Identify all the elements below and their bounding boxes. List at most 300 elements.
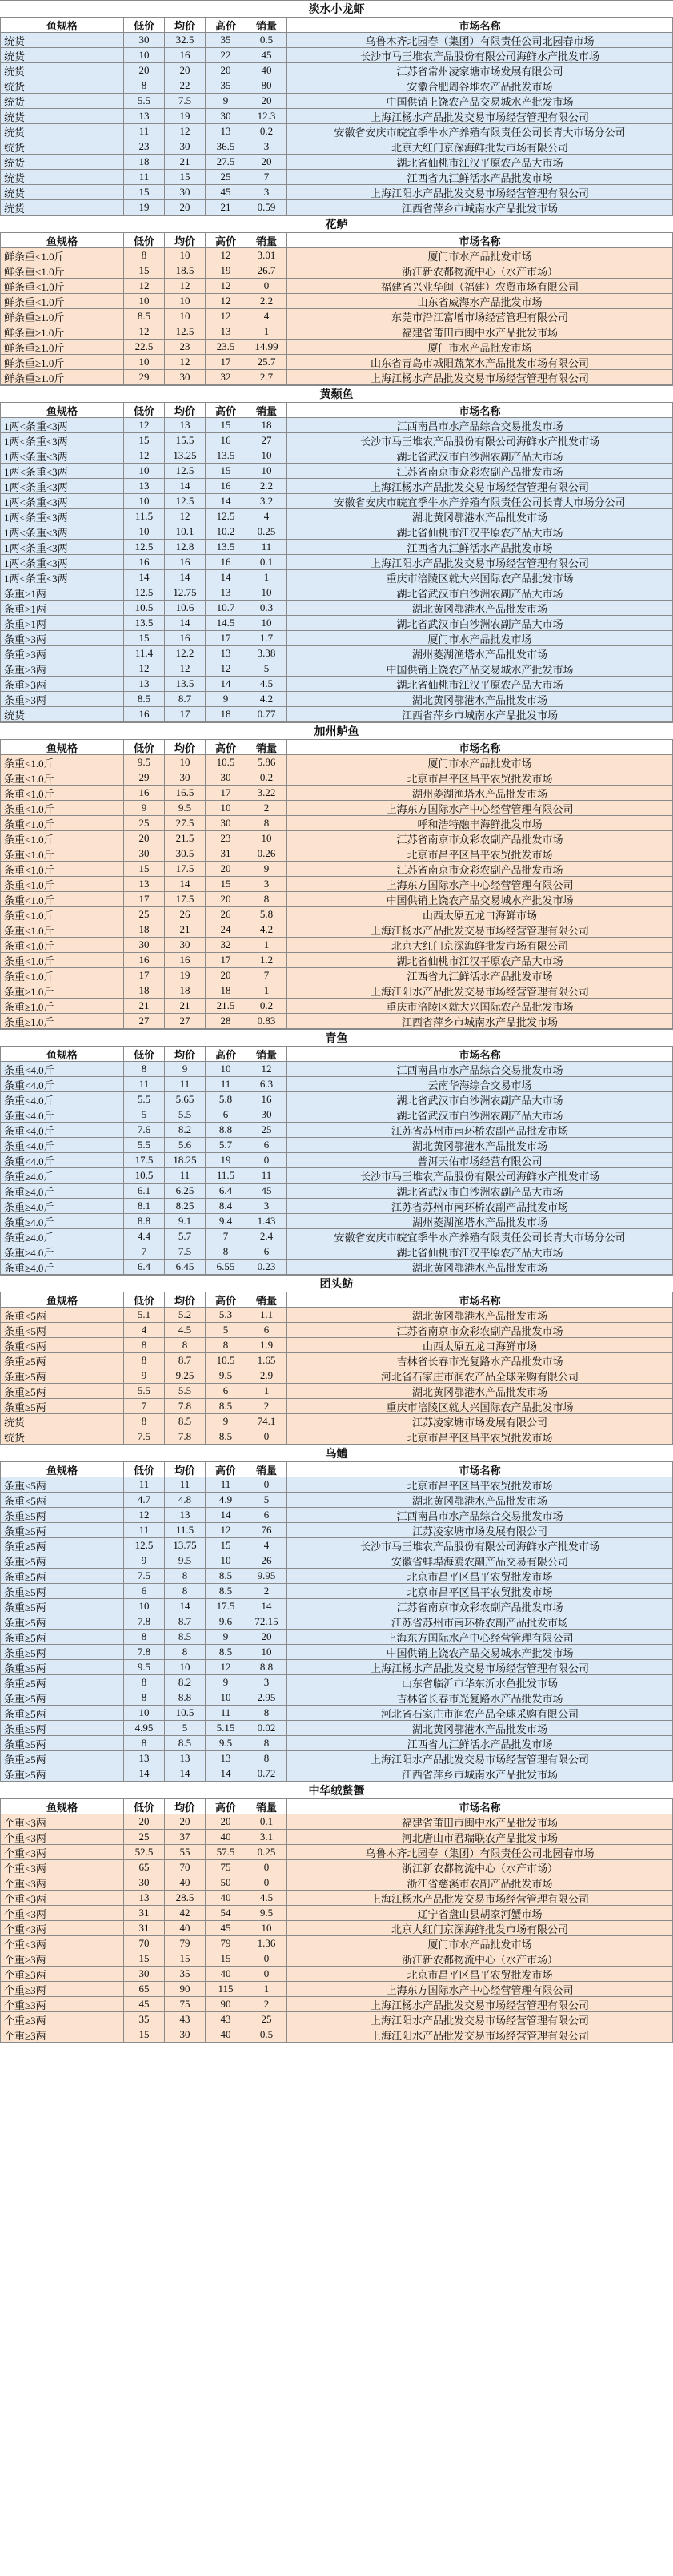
table-row [0,1860,673,1875]
table-row [0,1508,673,1523]
high-price-cell: 35 [206,33,246,47]
low-price-cell: 11 [124,1077,165,1091]
spec-cell: 鲜条重≥1.0斤 [0,340,124,354]
high-price-cell: 12 [206,248,246,263]
market-cell: 江苏凌家塘市场发展有限公司 [287,1523,673,1537]
low-price-cell: 20 [124,63,165,78]
spec-cell: 条重<1.0斤 [0,846,124,861]
spec-cell: 条重≥5两 [0,1368,124,1383]
low-price-cell: 11 [124,1523,165,1537]
market-cell: 福建省莆田市闽中水产品批发市场 [287,1814,673,1829]
avg-price-cell: 21.5 [165,831,206,846]
spec-cell: 鲜条重<1.0斤 [0,294,124,308]
header-market: 市场名称 [287,403,673,417]
high-price-cell: 15 [206,1538,246,1553]
market-cell: 山东省威海水产品批发市场 [287,294,673,308]
spec-cell: 条重≥5两 [0,1660,124,1674]
table-row [0,1675,673,1690]
header-avg: 均价 [165,1292,206,1307]
header-high: 高价 [206,1047,246,1061]
market-cell: 辽宁省盘山县胡家河蟹市场 [287,1906,673,1920]
high-price-cell: 35 [206,78,246,93]
market-cell: 江苏省南京市众彩农副产品批发市场 [287,1323,673,1337]
high-price-cell: 18 [206,707,246,721]
avg-price-cell: 14 [165,479,206,493]
avg-price-cell: 7.8 [165,1429,206,1444]
table-row [0,48,673,63]
spec-cell: 个重<3两 [0,1891,124,1905]
high-price-cell: 13 [206,1751,246,1766]
spec-cell: 条重>3两 [0,661,124,676]
spec-cell: 条重<1.0斤 [0,770,124,785]
spec-cell: 条重≥5两 [0,1721,124,1735]
high-price-cell: 20 [206,892,246,906]
market-cell: 长沙市马王堆农产品股份有限公司海鲜水产批发市场 [287,1538,673,1553]
spec-cell: 条重≥5两 [0,1599,124,1614]
high-price-cell: 12 [206,1523,246,1537]
low-price-cell: 5.5 [124,1138,165,1152]
volume-cell: 1 [246,1384,287,1398]
market-cell: 上海江阳水产品批发交易市场经营管理有限公司 [287,185,673,199]
spec-cell: 条重<1.0斤 [0,831,124,846]
volume-cell: 6 [246,1508,287,1522]
market-cell: 上海江杨水产品批发交易市场经营管理有限公司 [287,1997,673,2011]
high-price-cell: 15 [206,877,246,891]
volume-cell: 3.38 [246,646,287,661]
high-price-cell: 6.55 [206,1260,246,1274]
table-row [0,78,673,94]
spec-cell: 条重<1.0斤 [0,816,124,830]
volume-cell: 2.4 [246,1229,287,1244]
volume-cell: 10 [246,585,287,600]
market-cell: 北京市昌平区昌平农贸批发市场 [287,770,673,785]
high-price-cell: 8.5 [206,1645,246,1659]
high-price-cell: 45 [206,185,246,199]
table-row [0,1845,673,1860]
volume-cell: 7 [246,170,287,184]
table-row [0,1721,673,1736]
section-title-text: 黄颡鱼 [319,389,354,401]
spec-cell: 条重<5两 [0,1493,124,1507]
table-row [0,1614,673,1630]
market-cell: 上海江阳水产品批发交易市场经营管理有限公司 [287,983,673,998]
volume-cell: 0.2 [246,124,287,139]
spec-cell: 条重≥1.0斤 [0,1014,124,1028]
avg-price-cell: 9.25 [165,1368,206,1383]
header-row [0,1799,673,1814]
header-market: 市场名称 [287,1799,673,1814]
volume-cell: 12 [246,1062,287,1076]
header-low: 低价 [124,403,165,417]
low-price-cell: 15 [124,631,165,645]
spec-cell: 统货 [0,155,124,169]
high-price-cell: 14.5 [206,616,246,630]
market-cell: 上海江杨水产品批发交易市场经营管理有限公司 [287,479,673,493]
low-price-cell: 5.5 [124,94,165,108]
spec-cell: 统货 [0,33,124,47]
spec-cell: 统货 [0,1414,124,1429]
low-price-cell: 30 [124,33,165,47]
table-row [0,953,673,968]
avg-price-cell: 17.5 [165,862,206,876]
volume-cell: 8.8 [246,1660,287,1674]
high-price-cell: 12 [206,1660,246,1674]
high-price-cell: 10 [206,801,246,815]
table-row [0,1092,673,1107]
header-spec: 鱼规格 [0,233,124,247]
table-row [0,786,673,801]
high-price-cell: 14 [206,677,246,691]
market-cell: 安徽省安庆市皖宜季牛水产养殖有限责任公司长青大市场分公司 [287,124,673,139]
low-price-cell: 30 [124,846,165,861]
header-high: 高价 [206,1292,246,1307]
spec-cell: 条重≥5两 [0,1690,124,1705]
volume-cell: 14.99 [246,340,287,354]
market-cell: 江苏省南京市众彩农副产品批发市场 [287,862,673,876]
low-price-cell: 10 [124,48,165,62]
avg-price-cell: 79 [165,1936,206,1951]
volume-cell: 1 [246,983,287,998]
volume-cell: 4 [246,309,287,324]
volume-cell: 5 [246,1493,287,1507]
avg-price-cell: 12.2 [165,646,206,661]
avg-price-cell: 14 [165,616,206,630]
spec-cell: 条重<4.0斤 [0,1138,124,1152]
spec-cell: 个重<3两 [0,1936,124,1951]
table-row [0,1414,673,1429]
high-price-cell: 16 [206,555,246,569]
avg-price-cell: 30 [165,770,206,785]
low-price-cell: 30 [124,938,165,952]
table-row [0,1538,673,1553]
high-price-cell: 13.5 [206,540,246,554]
market-cell: 江苏省苏州市南环桥农副产品批发市场 [287,1614,673,1629]
market-cell: 上海江杨水产品批发交易市场经营管理有限公司 [287,370,673,384]
table-row [0,677,673,692]
volume-cell: 0.02 [246,1721,287,1735]
spec-cell: 1两<条重<3两 [0,479,124,493]
spec-cell: 个重≥3两 [0,1967,124,1981]
high-price-cell: 10.2 [206,524,246,539]
low-price-cell: 10.5 [124,601,165,615]
spec-cell: 条重≥4.0斤 [0,1214,124,1228]
volume-cell: 20 [246,94,287,108]
table-row [0,1244,673,1260]
volume-cell: 0.25 [246,524,287,539]
header-market: 市场名称 [287,1462,673,1477]
table-row [0,1584,673,1599]
low-price-cell: 12 [124,279,165,293]
volume-cell: 25 [246,2012,287,2027]
high-price-cell: 10.7 [206,601,246,615]
avg-price-cell: 9.1 [165,1214,206,1228]
table-row [0,479,673,494]
header-low: 低价 [124,18,165,32]
avg-price-cell: 8.2 [165,1123,206,1137]
spec-cell: 条重<1.0斤 [0,755,124,770]
table-row [0,309,673,324]
table-row [0,248,673,263]
low-price-cell: 16 [124,953,165,967]
avg-price-cell: 21 [165,155,206,169]
section-jiazhou [0,722,673,1029]
table-row [0,570,673,585]
section-title [0,1275,673,1292]
high-price-cell: 17 [206,631,246,645]
avg-price-cell: 23 [165,340,206,354]
market-cell: 上海江阳水产品批发交易市场经营管理有限公司 [287,555,673,569]
avg-price-cell: 12 [165,124,206,139]
volume-cell: 6 [246,1138,287,1152]
avg-price-cell: 16 [165,631,206,645]
low-price-cell: 65 [124,1982,165,1996]
high-price-cell: 4.9 [206,1493,246,1507]
high-price-cell: 5.3 [206,1308,246,1322]
market-cell: 湖北省仙桃市江汉平原农产品大市场 [287,953,673,967]
high-price-cell: 36.5 [206,139,246,154]
high-price-cell: 12 [206,661,246,676]
spec-cell: 条重≥5两 [0,1538,124,1553]
high-price-cell: 8.5 [206,1399,246,1413]
spec-cell: 统货 [0,139,124,154]
table-row [0,279,673,294]
section-qingyu [0,1029,673,1275]
section-title-text: 青鱼 [325,1033,348,1045]
spec-cell: 条重≥5两 [0,1353,124,1368]
low-price-cell: 9 [124,1368,165,1383]
low-price-cell: 5.5 [124,1384,165,1398]
market-cell: 上海东方国际水产中心经营管理有限公司 [287,1982,673,1996]
high-price-cell: 10.5 [206,755,246,770]
low-price-cell: 8 [124,248,165,263]
volume-cell: 0 [246,279,287,293]
spec-cell: 1两<条重<3两 [0,418,124,432]
avg-price-cell: 14 [165,570,206,585]
volume-cell: 0.2 [246,999,287,1013]
table-row [0,707,673,722]
avg-price-cell: 27.5 [165,816,206,830]
volume-cell: 76 [246,1523,287,1537]
low-price-cell: 4.4 [124,1229,165,1244]
spec-cell: 条重<4.0斤 [0,1153,124,1167]
header-spec: 鱼规格 [0,403,124,417]
avg-price-cell: 12 [165,509,206,524]
high-price-cell: 54 [206,1906,246,1920]
spec-cell: 1两<条重<3两 [0,524,124,539]
avg-price-cell: 10 [165,309,206,324]
spec-cell: 条重<1.0斤 [0,801,124,815]
market-cell: 山东省青岛市城阳蔬菜水产品批发市场有限公司 [287,355,673,369]
table-row [0,2027,673,2043]
avg-price-cell: 13 [165,1751,206,1766]
table-row [0,1493,673,1508]
table-row [0,370,673,385]
volume-cell: 1.65 [246,1353,287,1368]
spec-cell: 条重<1.0斤 [0,922,124,937]
low-price-cell: 35 [124,2012,165,2027]
header-volume: 销量 [246,1047,287,1061]
avg-price-cell: 5.7 [165,1229,206,1244]
avg-price-cell: 16 [165,953,206,967]
avg-price-cell: 10 [165,248,206,263]
header-spec: 鱼规格 [0,18,124,32]
avg-price-cell: 5 [165,1721,206,1735]
market-cell: 山西太原五龙口海鲜市场 [287,1338,673,1352]
market-cell: 长沙市马王堆农产品股份有限公司海鲜水产批发市场 [287,433,673,448]
section-crab [0,1782,673,2043]
avg-price-cell: 90 [165,1982,206,1996]
low-price-cell: 12.5 [124,585,165,600]
avg-price-cell: 5.5 [165,1107,206,1122]
market-cell: 江西省萍乡市城南水产品批发市场 [287,200,673,215]
volume-cell: 2.95 [246,1690,287,1705]
high-price-cell: 30 [206,816,246,830]
table-row [0,1706,673,1721]
market-cell: 江苏凌家塘市场发展有限公司 [287,1414,673,1429]
market-cell: 湖北省仙桃市江汉平原农产品大市场 [287,1244,673,1259]
spec-cell: 条重<4.0斤 [0,1092,124,1107]
market-cell: 湖北黄冈鄂港水产品批发市场 [287,1384,673,1398]
market-cell: 上海江杨水产品批发交易市场经营管理有限公司 [287,1891,673,1905]
market-cell: 湖北黄冈鄂港水产品批发市场 [287,509,673,524]
avg-price-cell: 30.5 [165,846,206,861]
header-high: 高价 [206,1799,246,1814]
avg-price-cell: 8 [165,1584,206,1598]
table-row [0,555,673,570]
avg-price-cell: 11 [165,1168,206,1183]
table-row [0,585,673,601]
header-volume: 销量 [246,1462,287,1477]
avg-price-cell: 7.8 [165,1399,206,1413]
table-row [0,494,673,509]
volume-cell: 18 [246,418,287,432]
header-row [0,403,673,418]
volume-cell: 20 [246,1630,287,1644]
low-price-cell: 11 [124,170,165,184]
spec-cell: 个重<3两 [0,1830,124,1844]
spec-cell: 条重<1.0斤 [0,862,124,876]
table-row [0,433,673,448]
low-price-cell: 70 [124,1936,165,1951]
avg-price-cell: 17 [165,707,206,721]
high-price-cell: 15 [206,464,246,478]
spec-cell: 条重<1.0斤 [0,877,124,891]
low-price-cell: 10 [124,1706,165,1720]
table-row [0,2012,673,2027]
table-row [0,324,673,340]
volume-cell: 0.25 [246,1845,287,1859]
header-low: 低价 [124,1047,165,1061]
volume-cell: 11 [246,540,287,554]
header-row [0,740,673,755]
table-row [0,1921,673,1936]
market-cell: 江苏省常州凌家塘市场发展有限公司 [287,63,673,78]
header-row [0,1047,673,1062]
market-cell: 厦门市水产品批发市场 [287,755,673,770]
avg-price-cell: 10.6 [165,601,206,615]
header-market: 市场名称 [287,1292,673,1307]
header-volume: 销量 [246,403,287,417]
low-price-cell: 8 [124,1414,165,1429]
market-cell: 重庆市涪陵区就大兴国际农产品批发市场 [287,570,673,585]
spec-cell: 条重≥5两 [0,1630,124,1644]
low-price-cell: 8 [124,1630,165,1644]
market-cell: 北京大红门京深海鲜批发市场有限公司 [287,139,673,154]
low-price-cell: 29 [124,770,165,785]
market-cell: 福建省兴业华闽（福建）农贸市场有限公司 [287,279,673,293]
market-cell: 长沙市马王堆农产品股份有限公司海鲜水产批发市场 [287,48,673,62]
table-row [0,1062,673,1077]
market-cell: 普洱天佑市场经营有限公司 [287,1153,673,1167]
low-price-cell: 15 [124,185,165,199]
low-price-cell: 45 [124,1997,165,2011]
avg-price-cell: 42 [165,1906,206,1920]
avg-price-cell: 16 [165,48,206,62]
spec-cell: 条重≥5两 [0,1614,124,1629]
table-row [0,1353,673,1368]
volume-cell: 4.5 [246,677,287,691]
spec-cell: 条重≥5两 [0,1751,124,1766]
avg-price-cell: 43 [165,2012,206,2027]
volume-cell: 25.7 [246,355,287,369]
spec-cell: 条重≥4.0斤 [0,1229,124,1244]
table-row [0,33,673,48]
table-row [0,1690,673,1706]
volume-cell: 2 [246,801,287,815]
low-price-cell: 13 [124,109,165,123]
table-row [0,139,673,155]
low-price-cell: 7.6 [124,1123,165,1137]
volume-cell: 0 [246,1967,287,1981]
spec-cell: 1两<条重<3两 [0,494,124,508]
high-price-cell: 21.5 [206,999,246,1013]
high-price-cell: 17 [206,355,246,369]
volume-cell: 6 [246,1323,287,1337]
table-row [0,1229,673,1244]
spec-cell: 条重<1.0斤 [0,953,124,967]
high-price-cell: 19 [206,263,246,278]
low-price-cell: 9.5 [124,755,165,770]
low-price-cell: 5.5 [124,1092,165,1107]
low-price-cell: 17 [124,892,165,906]
volume-cell: 2 [246,1399,287,1413]
low-price-cell: 12 [124,448,165,463]
volume-cell: 1 [246,570,287,585]
low-price-cell: 5 [124,1107,165,1122]
volume-cell: 20 [246,155,287,169]
header-market: 市场名称 [287,18,673,32]
table-row [0,155,673,170]
high-price-cell: 20 [206,968,246,983]
avg-price-cell: 21 [165,922,206,937]
market-cell: 重庆市涪陵区就大兴国际农产品批发市场 [287,999,673,1013]
volume-cell: 0.1 [246,555,287,569]
header-high: 高价 [206,233,246,247]
high-price-cell: 40 [206,1830,246,1844]
volume-cell: 7 [246,968,287,983]
header-spec: 鱼规格 [0,740,124,754]
table-row [0,968,673,983]
spec-cell: 条重>3两 [0,631,124,645]
low-price-cell: 12.5 [124,1538,165,1553]
section-title-text: 团头鲂 [319,1279,354,1291]
low-price-cell: 17.5 [124,1153,165,1167]
market-cell: 中国供销上饶农产品交易城水产批发市场 [287,94,673,108]
table-row [0,831,673,846]
spec-cell: 条重>3两 [0,646,124,661]
market-cell: 江西省九江鲜活水产品批发市场 [287,540,673,554]
table-row [0,509,673,524]
